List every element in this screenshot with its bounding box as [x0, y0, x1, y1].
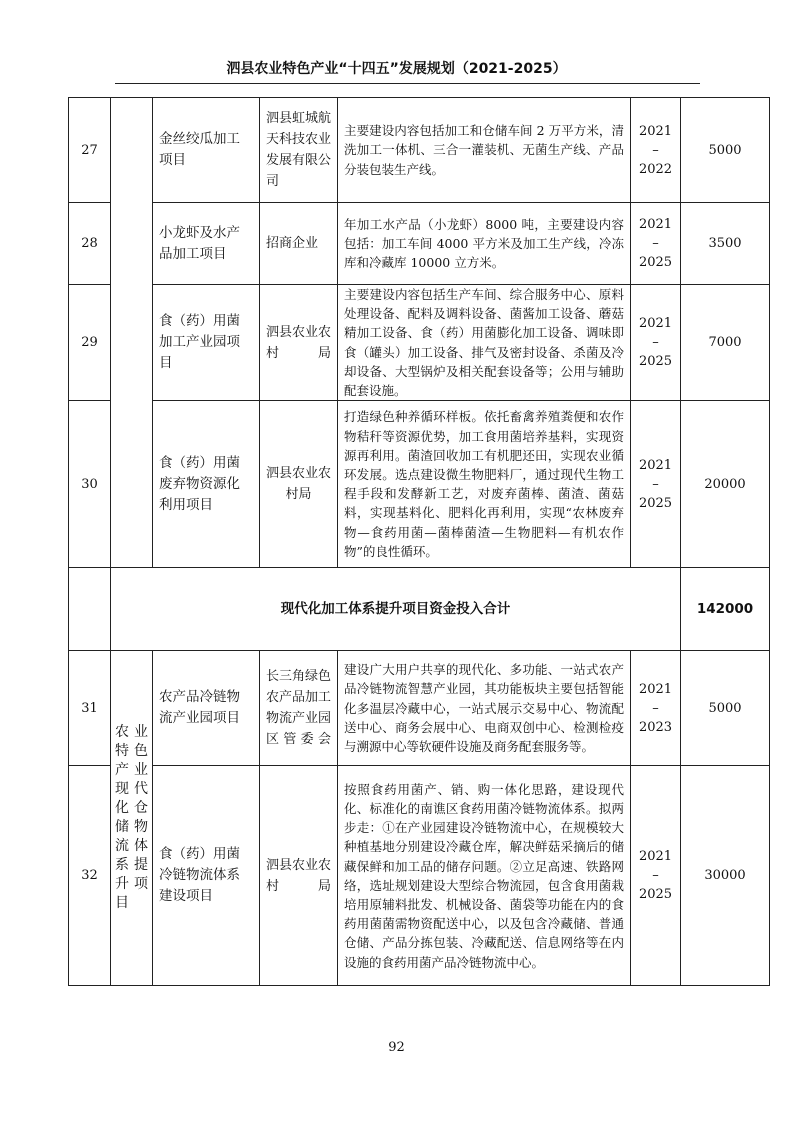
- construction-content: 主要建设内容包括生产车间、综合服务中心、原料处理设备、配料及调料设备、菌酱加工设备、蘑菇精加工设备、食（药）用菌膨化加工设备、调味即食（罐头）加工设备、排气及密封设备、杀菌及冷却设备、大型锅炉及相关配套设备等；公用与辅助配套设施。: [338, 285, 631, 401]
- category-label-line: 储 物: [115, 819, 148, 836]
- row-number: 31: [69, 651, 111, 766]
- period-separator: –: [652, 236, 659, 251]
- period-separator: –: [652, 142, 659, 158]
- category-cell-upper: [111, 98, 153, 568]
- period-start: 2021: [638, 316, 673, 332]
- period-end: 2023: [638, 719, 673, 735]
- row-number: 28: [69, 203, 111, 285]
- table-row: [69, 98, 770, 203]
- category-label-line: 流 体: [115, 838, 148, 855]
- period-start: 2021: [638, 849, 673, 865]
- construction-content: 打造绿色种养循环样板。依托畜禽养殖粪便和农作物秸秆等资源优势，加工食用菌培养基料，实现资源再利用。菌渣回收加工有机肥还田，实现农业循环发展。选点建设微生物肥料厂，通过现代生物工程手段和发酵新工艺，对废弃菌棒、菌渣、菌菇料，实现基料化、肥料化再利用，实现“农林废弃物—食药用菌—菌棒菌渣—生物肥料—有机农作物”的良性循环。: [338, 401, 631, 568]
- responsible-org: 招商企业: [260, 203, 338, 285]
- table-row: [69, 766, 770, 986]
- construction-period: [631, 98, 681, 203]
- period-end: 2025: [638, 354, 673, 370]
- row-number: 30: [69, 401, 111, 568]
- period-end: 2022: [638, 161, 673, 177]
- period-start: 2021: [638, 457, 673, 473]
- responsible-org: 长三角绿色农产品加工物流产业园区管委会: [260, 651, 338, 766]
- table-row: [69, 285, 770, 401]
- category-label-line: 现 代: [115, 781, 148, 798]
- period-start: 2021: [638, 217, 673, 232]
- responsible-org: 泗县农业农村局: [260, 285, 338, 401]
- page-header: 泗县农业特色产业“十四五”发展规划（2021-2025）: [226, 61, 567, 77]
- row-number: 27: [69, 98, 111, 203]
- construction-content: 主要建设内容包括加工和仓储车间 2 万平方米，清洗加工一体机、三合一灌装机、无菌生产线、产品分装包装生产线。: [338, 98, 631, 203]
- category-cell-lower: [111, 651, 153, 986]
- project-name: 金丝绞瓜加工项目: [153, 98, 260, 203]
- period-end: 2025: [638, 255, 673, 270]
- row-number: 32: [69, 766, 111, 986]
- responsible-org: 泗县农业农村局: [260, 766, 338, 986]
- subtotal-label: 现代化加工体系提升项目资金投入合计: [111, 568, 681, 651]
- subtotal-blank: [69, 568, 111, 651]
- project-table: [68, 97, 770, 986]
- subtotal-amount: 142000: [681, 568, 770, 651]
- investment-amount: 5000: [681, 98, 770, 203]
- construction-content: 年加工水产品（小龙虾）8000 吨，主要建设内容包括：加工车间 4000 平方米及加工生产线，冷冻库和冷藏库 10000 立方米。: [338, 203, 631, 285]
- period-start: 2021: [638, 123, 673, 139]
- category-label: [115, 723, 148, 913]
- project-name: 农产品冷链物流产业园项目: [153, 651, 260, 766]
- period-separator: –: [652, 476, 659, 492]
- responsible-org: 泗县农业农村局: [260, 401, 338, 568]
- category-label-line: 化 仓: [115, 800, 148, 817]
- period-separator: –: [652, 868, 659, 884]
- responsible-org: 泗县虹城航天科技农业发展有限公司: [260, 98, 338, 203]
- subtotal-row: [69, 568, 770, 651]
- construction-period: [631, 285, 681, 401]
- construction-period: [631, 203, 681, 285]
- construction-period: [631, 766, 681, 986]
- investment-amount: 7000: [681, 285, 770, 401]
- category-label-line: 特 色: [115, 743, 148, 760]
- table-row: [69, 401, 770, 568]
- period-end: 2025: [638, 887, 673, 903]
- category-label-line: 系 提: [115, 857, 148, 874]
- investment-amount: 3500: [681, 203, 770, 285]
- period-separator: –: [652, 700, 659, 716]
- construction-content: 按照食药用菌产、销、购一体化思路，建设现代化、标准化的南谯区食药用菌冷链物流体系。拟两步走：①在产业园建设冷链物流中心，在规模较大种植基地分别建设冷藏仓库，解决鲜菇采摘后的储藏保鲜和加工品的储存问题。②立足高速、铁路网络，选址规划建设大型综合物流园，包含食用菌栽培用原辅料批发、机械设备、菌袋等功能在内的食药用菌菌需物资配送中心，以及包含冷藏储、普通仓储、产品分拣包装、冷藏配送、信息网络等在内设施的食药用菌产品冷链物流中心。: [338, 766, 631, 986]
- period-end: 2025: [638, 495, 673, 511]
- investment-amount: 5000: [681, 651, 770, 766]
- project-name: 食（药）用菌废弃物资源化利用项目: [153, 401, 260, 568]
- investment-amount: 20000: [681, 401, 770, 568]
- category-label-line: 农 业: [115, 724, 148, 741]
- construction-period: [631, 401, 681, 568]
- period-separator: –: [652, 335, 659, 351]
- category-label-line: 目: [115, 895, 129, 912]
- project-name: 小龙虾及水产品加工项目: [153, 203, 260, 285]
- period-start: 2021: [638, 681, 673, 697]
- category-label-line: 产 业: [115, 762, 148, 779]
- construction-period: [631, 651, 681, 766]
- table-row: [69, 651, 770, 766]
- construction-content: 建设广大用户共享的现代化、多功能、一站式农产品冷链物流智慧产业园，其功能板块主要包括智能化多温层冷藏中心，一站式展示交易中心、物流配送中心、商务会展中心、电商双创中心、检测检疫与溯源中心等软硬件设施及商务配套服务等。: [338, 651, 631, 766]
- page-number: 92: [388, 1040, 405, 1055]
- row-number: 29: [69, 285, 111, 401]
- category-label-line: 升 项: [115, 876, 148, 893]
- project-name: 食（药）用菌冷链物流体系建设项目: [153, 766, 260, 986]
- project-name: 食（药）用菌加工产业园项目: [153, 285, 260, 401]
- table-row: [69, 203, 770, 285]
- investment-amount: 30000: [681, 766, 770, 986]
- header-rule: [115, 83, 700, 84]
